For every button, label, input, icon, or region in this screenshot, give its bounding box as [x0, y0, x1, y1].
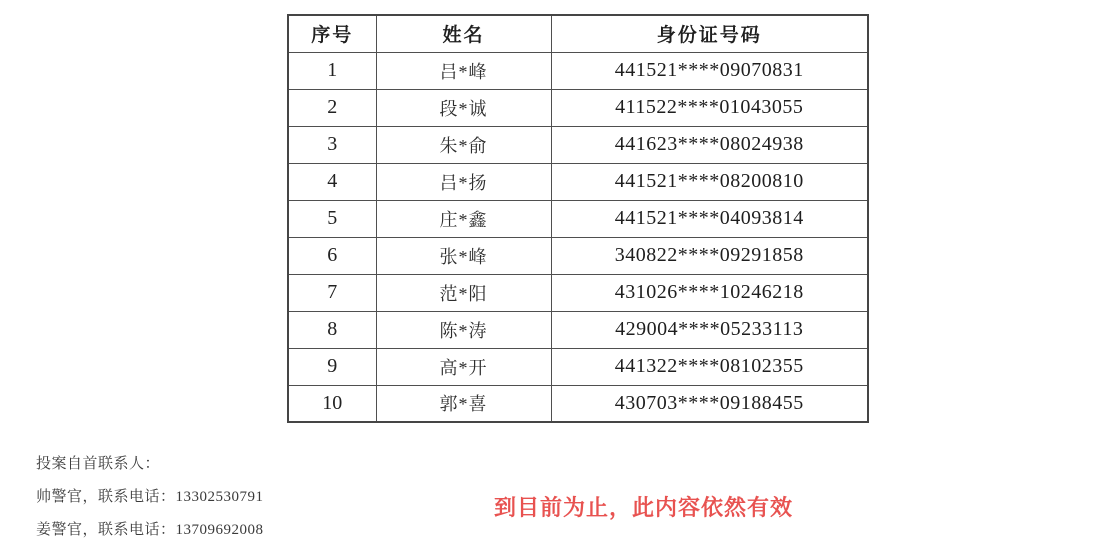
contact-title: 投案自首联系人： — [36, 456, 161, 472]
table-row — [288, 89, 868, 126]
row-name: 范*阳 — [376, 274, 551, 311]
contact-line-officer-shuai: 帅警官，联系电话：13302530791 — [36, 489, 264, 505]
row-index: 8 — [288, 311, 376, 348]
table-row — [288, 237, 868, 274]
row-index: 10 — [288, 385, 376, 422]
row-index: 2 — [288, 89, 376, 126]
row-index: 7 — [288, 274, 376, 311]
row-name: 张*峰 — [376, 237, 551, 274]
row-id-number: 441623****08024938 — [551, 126, 868, 163]
row-id-number: 441521****09070831 — [551, 52, 868, 89]
row-id-number: 441521****04093814 — [551, 200, 868, 237]
row-name: 段*诚 — [376, 89, 551, 126]
contact-line-officer-jiang: 姜警官，联系电话：13709692008 — [36, 522, 264, 538]
row-name: 朱*俞 — [376, 126, 551, 163]
row-id-number: 441521****08200810 — [551, 163, 868, 200]
row-id-number: 441322****08102355 — [551, 348, 868, 385]
id-list-table — [287, 14, 869, 423]
row-id-number: 429004****05233113 — [551, 311, 868, 348]
row-id-number: 430703****09188455 — [551, 385, 868, 422]
table-row — [288, 200, 868, 237]
validity-notice: 到目前为止，此内容依然有效 — [494, 495, 794, 520]
row-index: 5 — [288, 200, 376, 237]
row-id-number: 340822****09291858 — [551, 237, 868, 274]
col-header-name: 姓名 — [376, 15, 551, 52]
row-index: 9 — [288, 348, 376, 385]
row-index: 3 — [288, 126, 376, 163]
row-index: 4 — [288, 163, 376, 200]
row-index: 1 — [288, 52, 376, 89]
row-id-number: 431026****10246218 — [551, 274, 868, 311]
table-row — [288, 274, 868, 311]
table-row — [288, 348, 868, 385]
row-name: 吕*峰 — [376, 52, 551, 89]
surrender-contact-block — [36, 448, 264, 547]
row-name: 郭*喜 — [376, 385, 551, 422]
table-row — [288, 52, 868, 89]
table-row — [288, 163, 868, 200]
row-name: 庄*鑫 — [376, 200, 551, 237]
col-header-index: 序号 — [288, 15, 376, 52]
table-row — [288, 126, 868, 163]
table-header-row — [288, 15, 868, 52]
row-name: 高*开 — [376, 348, 551, 385]
row-index: 6 — [288, 237, 376, 274]
row-id-number: 411522****01043055 — [551, 89, 868, 126]
row-name: 陈*涛 — [376, 311, 551, 348]
col-header-id-number: 身份证号码 — [551, 15, 868, 52]
row-name: 吕*扬 — [376, 163, 551, 200]
table-row — [288, 311, 868, 348]
table-row — [288, 385, 868, 422]
